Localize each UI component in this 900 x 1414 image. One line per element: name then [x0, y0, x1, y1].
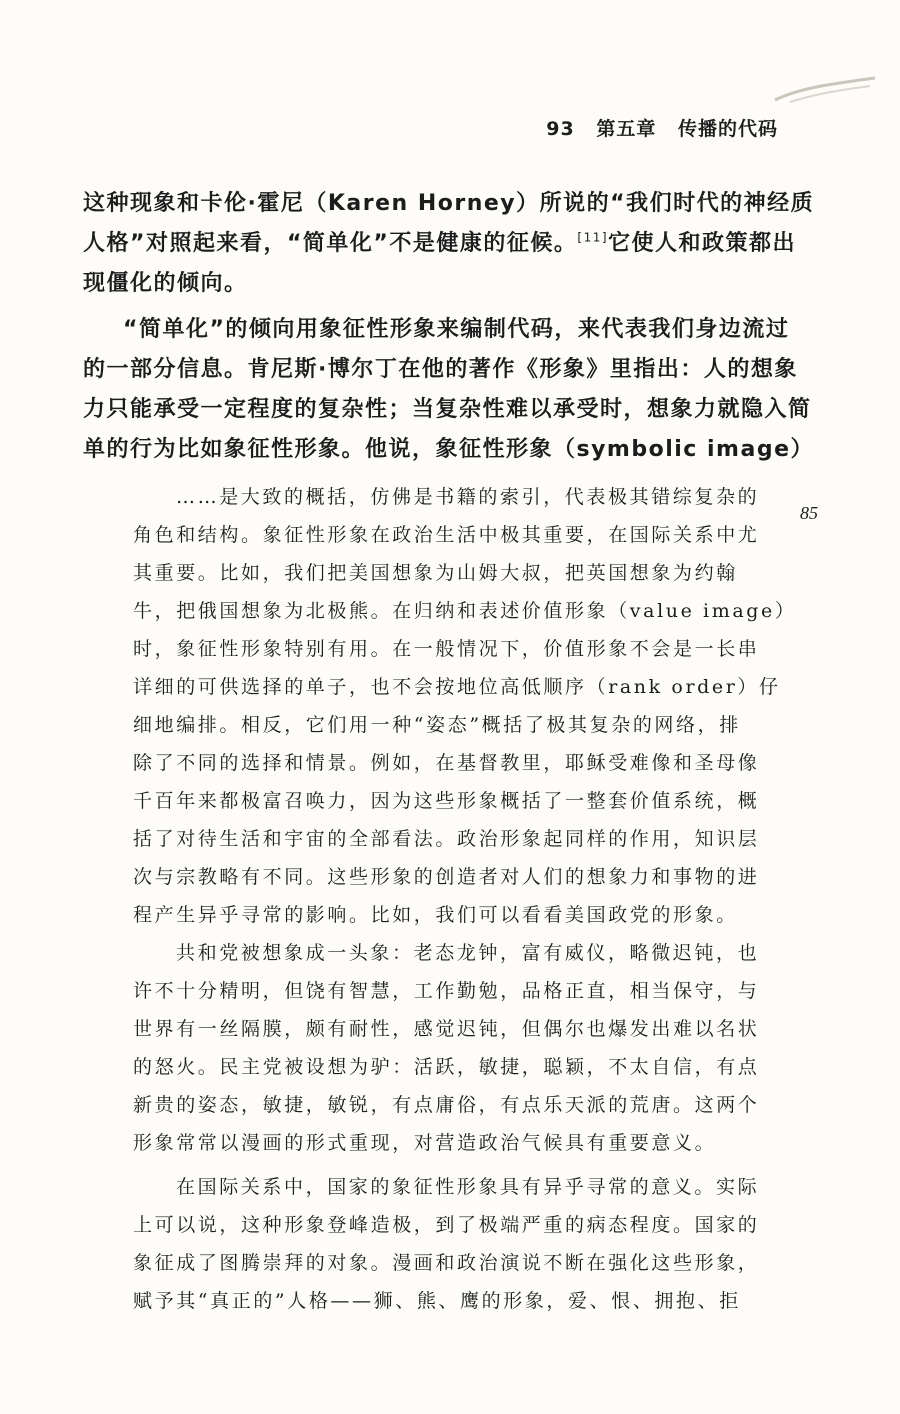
- header-chapter-title: 传播的代码: [677, 118, 778, 140]
- quote-line: 括了对待生活和宇宙的全部看法。政治形象起同样的作用，知识层: [133, 828, 760, 850]
- quote-line: 的怒火。民主党被设想为驴：活跃，敏捷，聪颖，不太自信，有点: [133, 1056, 760, 1078]
- body-line: [83, 226, 796, 257]
- body-line: 的一部分信息。肯尼斯·博尔丁在他的著作《形象》里指出：人的想象: [83, 357, 798, 382]
- quote-line: 细地编排。相反，它们用一种“姿态”概括了极其复杂的网络，排: [133, 714, 741, 736]
- body-line-text: 人格”对照起来看，“简单化”不是健康的征候。: [83, 231, 578, 256]
- quote-line: 角色和结构。象征性形象在政治生活中极其重要，在国际关系中尤: [133, 524, 760, 546]
- body-line: 力只能承受一定程度的复杂性；当复杂性难以承受时，想象力就隐入简: [83, 397, 812, 422]
- quote-line: 详细的可供选择的单子，也不会按地位高低顺序（rank order）仔: [133, 676, 781, 698]
- quote-line: 次与宗教略有不同。这些形象的创造者对人们的想象力和事物的进: [133, 866, 760, 888]
- decorative-swoosh-icon: [770, 70, 880, 110]
- header-chapter: 第五章: [596, 118, 657, 140]
- quote-line: 许不十分精明，但饶有智慧，工作勤勉，品格正直，相当保守，与: [133, 980, 760, 1002]
- quote-line: 在国际关系中，国家的象征性形象具有异乎寻常的意义。实际: [176, 1176, 760, 1198]
- quote-line: 形象常常以漫画的形式重现，对营造政治气候具有重要意义。: [133, 1132, 717, 1154]
- body-line: “简单化”的倾向用象征性形象来编制代码，来代表我们身边流过: [123, 317, 790, 342]
- quote-line: 其重要。比如，我们把美国想象为山姆大叔，把英国想象为约翰: [133, 562, 738, 584]
- quote-line: 牛，把俄国想象为北极熊。在归纳和表述价值形象（value image）: [133, 600, 797, 622]
- margin-page-number: 85: [800, 503, 818, 523]
- body-line-text: 它使人和政策都出: [608, 231, 797, 256]
- body-line: 现僵化的倾向。: [83, 271, 248, 296]
- quote-line: 赋予其“真正的”人格——狮、熊、鹰的形象，爱、恨、拥抱、拒: [133, 1290, 741, 1312]
- footnote-reference[interactable]: [11]: [577, 230, 609, 245]
- body-line: 单的行为比如象征性形象。他说，象征性形象（symbolic image）: [83, 437, 814, 462]
- quote-line: 除了不同的选择和情景。例如，在基督教里，耶稣受难像和圣母像: [133, 752, 760, 774]
- quote-line: ……是大致的概括，仿佛是书籍的索引，代表极其错综复杂的: [176, 486, 760, 508]
- quote-line: 上可以说，这种形象登峰造极，到了极端严重的病态程度。国家的: [133, 1214, 760, 1236]
- running-head: [546, 114, 778, 141]
- quote-line: 共和党被想象成一头象：老态龙钟，富有威仪，略微迟钝，也: [176, 942, 760, 964]
- quote-line: 程产生异乎寻常的影响。比如，我们可以看看美国政党的形象。: [133, 904, 738, 926]
- quote-line: 千百年来都极富召唤力，因为这些形象概括了一整套价值系统，概: [133, 790, 760, 812]
- quote-line: 时，象征性形象特别有用。在一般情况下，价值形象不会是一长串: [133, 638, 760, 660]
- quote-line: 象征成了图腾崇拜的对象。漫画和政治演说不断在强化这些形象，: [133, 1252, 760, 1274]
- header-page-number: 93: [546, 118, 575, 140]
- quote-line: 世界有一丝隔膜，颇有耐性，感觉迟钝，但偶尔也爆发出难以名状: [133, 1018, 760, 1040]
- quote-line: 新贵的姿态，敏捷，敏锐，有点庸俗，有点乐天派的荒唐。这两个: [133, 1094, 760, 1116]
- body-line: 这种现象和卡伦·霍尼（Karen Horney）所说的“我们时代的神经质: [83, 191, 815, 216]
